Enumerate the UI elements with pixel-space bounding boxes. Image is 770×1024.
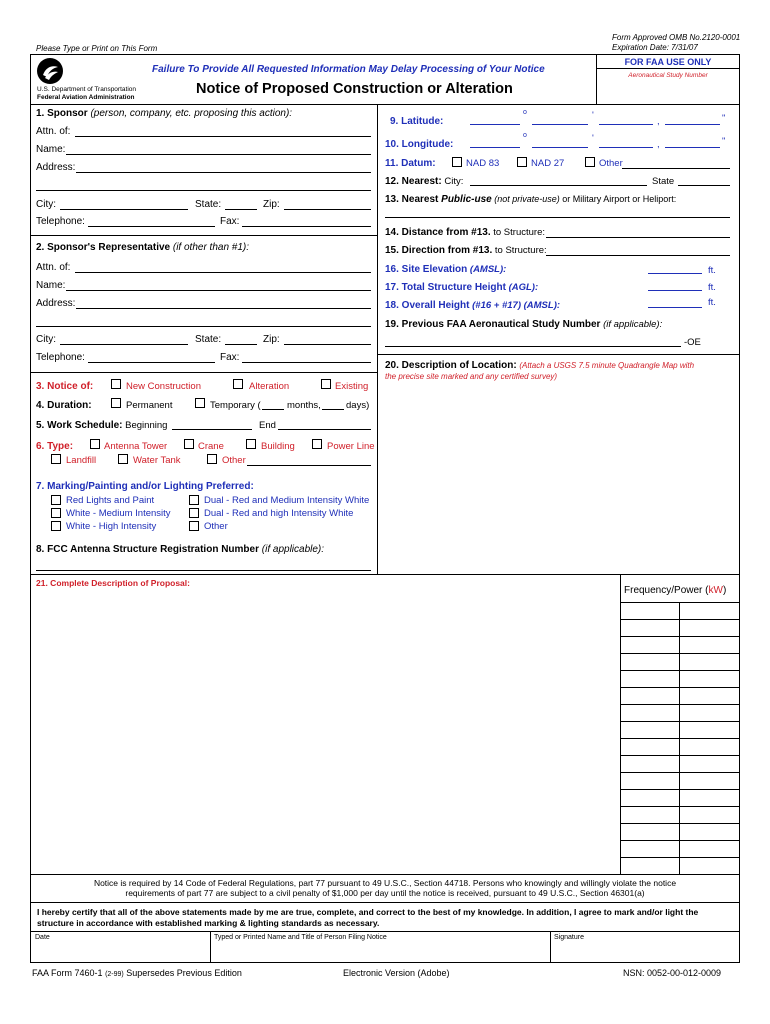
sponsor-address-field-2[interactable]	[36, 190, 371, 191]
rep-attn-label: Attn. of:	[36, 262, 71, 273]
dual-red-high-label: Dual - Red and high Intensity White	[204, 508, 354, 519]
type-other-field[interactable]	[247, 465, 371, 466]
rep-name-field[interactable]	[66, 290, 371, 291]
comma-symbol: ,	[657, 139, 660, 150]
divider	[30, 574, 740, 575]
dual-red-high-checkbox[interactable]	[189, 508, 199, 518]
power-line-label: Power Line	[327, 441, 375, 452]
months-field[interactable]	[262, 409, 284, 410]
datum-other-field[interactable]	[622, 168, 730, 169]
nad83-label: NAD 83	[466, 158, 500, 169]
nearest-city: 12. Nearest: City:	[385, 176, 464, 187]
longitude-decimal-field[interactable]	[665, 147, 720, 148]
frequency-power-table[interactable]	[620, 602, 740, 874]
degree-symbol: o	[523, 109, 527, 116]
divider	[30, 874, 740, 875]
rep-heading: 2. Sponsor's Representative (if other than #1):	[36, 242, 250, 253]
dept-line2: Federal Aviation Administration	[37, 94, 135, 101]
rep-city-field[interactable]	[60, 344, 188, 345]
sponsor-state-field[interactable]	[225, 209, 257, 210]
latitude-decimal-field[interactable]	[665, 124, 720, 125]
rep-city-label: City:	[36, 334, 56, 345]
white-high-checkbox[interactable]	[51, 521, 61, 531]
date-label: Date	[35, 934, 50, 941]
building-checkbox[interactable]	[246, 439, 256, 449]
nad83-checkbox[interactable]	[452, 157, 462, 167]
dual-red-medium-checkbox[interactable]	[189, 495, 199, 505]
power-line-checkbox[interactable]	[312, 439, 322, 449]
divider	[30, 235, 377, 236]
divider	[30, 902, 740, 903]
latitude-degrees-field[interactable]	[470, 124, 520, 125]
nearest-city-field[interactable]	[470, 185, 647, 186]
days-label: days)	[346, 400, 370, 411]
white-medium-label: White - Medium Intensity	[66, 508, 171, 519]
site-elevation-label: 16. Site Elevation (AMSL):	[385, 264, 507, 275]
red-lights-checkbox[interactable]	[51, 495, 61, 505]
notice-of-label: 3. Notice of:	[36, 381, 94, 392]
rep-address-field-2[interactable]	[36, 326, 371, 327]
electronic-version: Electronic Version (Adobe)	[343, 968, 450, 978]
structure-height-unit: ft.	[708, 282, 716, 293]
rep-telephone-field[interactable]	[88, 362, 215, 363]
dot-logo-icon	[37, 58, 63, 84]
dual-red-medium-label: Dual - Red and Medium Intensity White	[204, 495, 370, 506]
divider	[30, 931, 740, 932]
faa-use-title: FOR FAA USE ONLY	[624, 57, 712, 67]
water-tank-label: Water Tank	[133, 455, 181, 466]
nearest-airport-field[interactable]	[385, 217, 730, 218]
sponsor-name-label: Name:	[36, 144, 66, 155]
second-symbol: "	[722, 136, 726, 147]
days-field[interactable]	[322, 409, 344, 410]
oe-suffix: -OE	[684, 337, 701, 348]
marking-label: 7. Marking/Painting and/or Lighting Preferred:	[36, 481, 254, 492]
comma-symbol: ,	[657, 116, 660, 127]
minute-symbol: '	[592, 110, 594, 121]
sponsor-heading: 1. Sponsor (person, company, etc. proposing this action):	[36, 108, 293, 119]
sponsor-address-field[interactable]	[76, 172, 371, 173]
signature-field[interactable]	[552, 943, 738, 961]
sponsor-telephone-label: Telephone:	[36, 216, 85, 227]
temporary-label: Temporary (	[210, 400, 261, 411]
sponsor-zip-label: Zip:	[263, 199, 280, 210]
site-elevation-unit: ft.	[708, 265, 716, 276]
typed-name-field[interactable]	[212, 943, 548, 961]
water-tank-checkbox[interactable]	[118, 454, 128, 464]
faa-study-number-label: Aeronautical Study Number	[628, 72, 708, 79]
form-title: Notice of Proposed Construction or Alteration	[196, 81, 513, 97]
rep-address-label: Address:	[36, 298, 76, 309]
legal-notice-line1: Notice is required by 14 Code of Federal Regulations, part 77 pursuant to 49 U.S.C., Section 44718. Persons who knowingly and willingly violate the notice	[93, 878, 677, 888]
nearest-airport-label: 13. Nearest Public-use (not private-use) or Military Airport or Heliport:	[385, 194, 677, 205]
type-other-checkbox[interactable]	[207, 454, 217, 464]
certification-line1: I hereby certify that all of the above statements made by me are true, complete, and correct to the best of my knowledge. In addition, I agree to mark and/or light the	[37, 907, 699, 917]
rep-state-label: State:	[195, 334, 222, 345]
existing-checkbox[interactable]	[321, 379, 331, 389]
direction-field[interactable]	[546, 255, 730, 256]
warning-text: Failure To Provide All Requested Information May Delay Processing of Your Notice	[152, 64, 545, 75]
column-divider	[550, 931, 551, 963]
rep-state-field[interactable]	[225, 344, 257, 345]
type-other-label: Other	[222, 455, 246, 466]
degree-symbol: o	[523, 132, 527, 139]
site-elevation-field[interactable]	[648, 273, 702, 274]
description-of-location-label: 20. Description of Location: (Attach a USGS 7.5 minute Quadrangle Map with	[385, 360, 695, 371]
latitude-seconds-field[interactable]	[599, 124, 653, 125]
sponsor-city-label: City:	[36, 199, 56, 210]
white-high-label: White - High Intensity	[66, 521, 157, 532]
latitude-label: 9. Latitude:	[390, 116, 444, 127]
sponsor-attn-label: Attn. of:	[36, 126, 71, 137]
nad27-checkbox[interactable]	[517, 157, 527, 167]
sponsor-address-label: Address:	[36, 162, 76, 173]
schedule-end-field[interactable]	[278, 429, 371, 430]
overall-height-unit: ft.	[708, 297, 716, 308]
fcc-heading: 8. FCC Antenna Structure Registration Number (if applicable):	[36, 544, 325, 555]
landfill-checkbox[interactable]	[51, 454, 61, 464]
proposal-description-area[interactable]	[36, 592, 616, 870]
structure-height-label: 17. Total Structure Height (AGL):	[385, 282, 539, 293]
typed-name-label: Typed or Printed Name and Title of Person Filing Notice	[214, 934, 387, 941]
rep-telephone-label: Telephone:	[36, 352, 85, 363]
existing-label: Existing	[335, 381, 369, 392]
datum-other-checkbox[interactable]	[585, 157, 595, 167]
marking-other-label: Other	[204, 521, 228, 532]
latitude-minutes-field[interactable]	[532, 124, 588, 125]
longitude-minutes-field[interactable]	[532, 147, 588, 148]
alteration-checkbox[interactable]	[233, 379, 243, 389]
legal-notice-line2: requirements of part 77 are subject to a civil penalty of $1,000 per day until the notice is received, pursuant to 49 U.S.C., Section 46301(a)	[125, 888, 645, 898]
nad27-label: NAD 27	[531, 158, 565, 169]
nearest-state-label: State	[652, 176, 675, 187]
proposal-label: 21. Complete Description of Proposal:	[36, 578, 190, 588]
nearest-state-field[interactable]	[678, 185, 730, 186]
structure-height-field[interactable]	[648, 290, 702, 291]
longitude-label: 10. Longitude:	[385, 139, 454, 150]
alteration-label: Alteration	[249, 381, 290, 392]
rep-zip-label: Zip:	[263, 334, 280, 345]
previous-study-field[interactable]	[385, 346, 681, 347]
new-construction-label: New Construction	[126, 381, 201, 392]
crane-checkbox[interactable]	[184, 439, 194, 449]
duration-label: 4. Duration:	[36, 400, 92, 411]
signature-label: Signature	[554, 934, 584, 941]
marking-other-checkbox[interactable]	[189, 521, 199, 531]
antenna-tower-label: Antenna Tower	[104, 441, 168, 452]
schedule-end-label: End	[259, 420, 276, 431]
datum-label: 11. Datum:	[385, 158, 436, 169]
rep-fax-field[interactable]	[242, 362, 371, 363]
sponsor-name-field[interactable]	[66, 154, 371, 155]
expiration-date: Expiration Date: 7/31/07	[612, 43, 698, 52]
second-symbol: "	[722, 113, 726, 124]
divider	[30, 372, 377, 373]
landfill-label: Landfill	[66, 455, 97, 466]
distance-field[interactable]	[546, 237, 730, 238]
overall-height-field[interactable]	[648, 307, 702, 308]
schedule-begin-field[interactable]	[172, 429, 252, 430]
red-lights-label: Red Lights and Paint	[66, 495, 155, 506]
white-medium-checkbox[interactable]	[51, 508, 61, 518]
divider	[377, 354, 740, 355]
antenna-tower-checkbox[interactable]	[90, 439, 100, 449]
divider	[30, 104, 740, 105]
description-of-location-note: the precise site marked and any certified survey)	[385, 372, 558, 381]
sponsor-telephone-field[interactable]	[88, 226, 215, 227]
rep-fax-label: Fax:	[220, 352, 240, 363]
omb-number: Form Approved OMB No.2120-0001	[612, 33, 741, 42]
type-label: 6. Type:	[36, 441, 74, 452]
previous-study-label: 19. Previous FAA Aeronautical Study Number (if applicable):	[385, 319, 663, 330]
building-label: Building	[261, 441, 295, 452]
divider	[596, 68, 740, 69]
form-number: FAA Form 7460-1 (2-99) Supersedes Previous Edition	[32, 968, 242, 978]
rep-attn-field[interactable]	[75, 272, 371, 273]
dept-line1: U.S. Department of Transportation	[37, 86, 136, 93]
minute-symbol: '	[592, 133, 594, 144]
column-divider	[377, 104, 378, 574]
rep-name-label: Name:	[36, 280, 66, 291]
new-construction-checkbox[interactable]	[111, 379, 121, 389]
sponsor-attn-field[interactable]	[75, 136, 371, 137]
crane-label: Crane	[198, 441, 224, 452]
permanent-label: Permanent	[126, 400, 173, 411]
sponsor-fax-label: Fax:	[220, 216, 240, 227]
sponsor-zip-field[interactable]	[284, 209, 371, 210]
fcc-registration-field[interactable]	[36, 570, 371, 571]
frequency-power-header: Frequency/Power (kW)	[624, 585, 727, 596]
sponsor-city-field[interactable]	[60, 209, 188, 210]
longitude-degrees-field[interactable]	[470, 147, 520, 148]
sponsor-state-label: State:	[195, 199, 222, 210]
form-instruction: Please Type or Print on This Form	[36, 44, 158, 53]
date-field[interactable]	[32, 943, 208, 961]
nsn-number: NSN: 0052-00-012-0009	[623, 968, 722, 978]
rep-zip-field[interactable]	[284, 344, 371, 345]
certification-line2: structure in accordance with established marking & lighting standards as necessary.	[37, 918, 380, 928]
permanent-checkbox[interactable]	[111, 398, 121, 408]
sponsor-fax-field[interactable]	[242, 226, 371, 227]
work-schedule: 5. Work Schedule: Beginning	[36, 420, 168, 431]
direction-label: 15. Direction from #13. to Structure:	[385, 245, 547, 256]
column-divider	[210, 931, 211, 963]
rep-address-field[interactable]	[76, 308, 371, 309]
overall-height-label: 18. Overall Height (#16 + #17) (AMSL):	[385, 300, 561, 311]
months-label: months,	[287, 400, 321, 411]
temporary-checkbox[interactable]	[195, 398, 205, 408]
datum-other-label: Other	[599, 158, 623, 169]
distance-label: 14. Distance from #13. to Structure:	[385, 227, 545, 238]
longitude-seconds-field[interactable]	[599, 147, 653, 148]
